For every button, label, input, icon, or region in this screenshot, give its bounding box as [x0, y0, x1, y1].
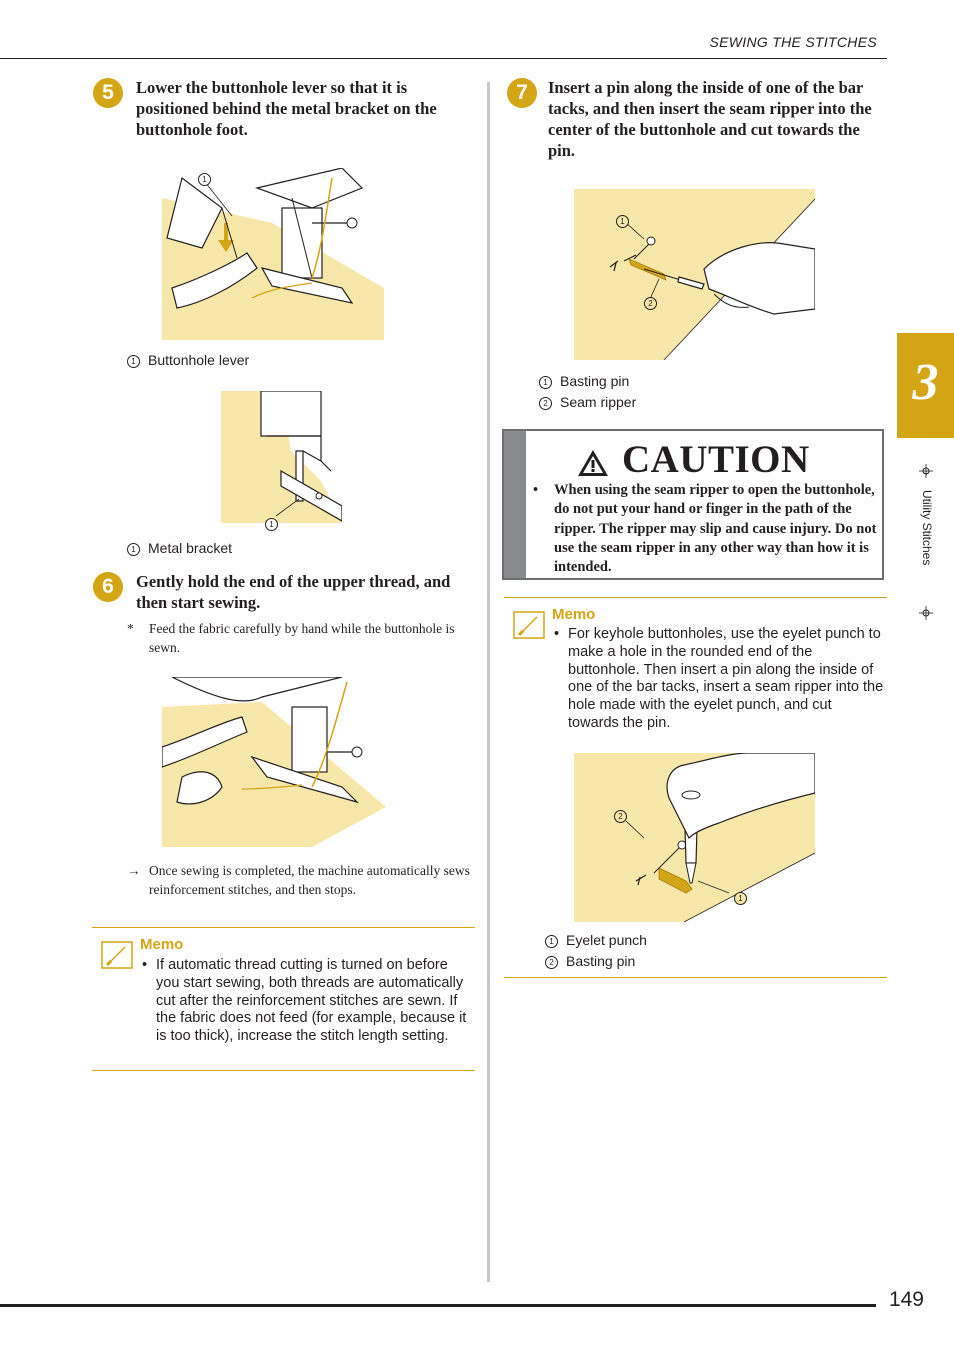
step-7-badge: 7 [507, 78, 537, 108]
memo-right-title: Memo [552, 606, 596, 623]
fig5-callout-2: 2 [614, 807, 635, 823]
figure-eyelet-punch [574, 753, 815, 922]
memo-left-top-rule [92, 927, 475, 928]
step-6-result: → Once sewing is completed, the machine automatically sews reinforcement stitches, and then stops. [127, 863, 470, 897]
figure-seam-ripper [574, 189, 815, 360]
chapter-label: Utility Stitches [920, 490, 934, 566]
footer-rule [0, 1304, 876, 1307]
figure-buttonhole-lever [162, 168, 384, 340]
figure-metal-bracket [221, 391, 342, 523]
fig4-callout-2: 2 [644, 294, 665, 310]
memo-left-bottom-rule [92, 1070, 475, 1071]
fig5-caption-2: 2 Basting pin [545, 953, 635, 969]
memo-icon [101, 941, 133, 969]
memo-right-top-rule [504, 597, 887, 598]
warning-icon [577, 449, 609, 477]
memo-icon [513, 611, 545, 639]
fig1-caption: 1 Buttonhole lever [127, 352, 249, 368]
fig1-callout: 1 [198, 170, 219, 186]
column-divider [487, 82, 490, 1282]
fig2-caption: 1 Metal bracket [127, 540, 232, 556]
section-title: SEWING THE STITCHES [709, 34, 877, 50]
fig4-callout-1: 1 [616, 212, 637, 228]
header-rule [0, 58, 887, 59]
step-7-text: Insert a pin along the inside of one of the bar tacks, and then insert the seam ripper into the center of the buttonhole and cut towards the pin. [548, 78, 872, 160]
fig2-callout: 1 [265, 515, 286, 531]
ornament-icon [919, 464, 933, 478]
figure-start-sewing [162, 677, 386, 847]
memo-left-title: Memo [140, 936, 184, 953]
step-6-badge: 6 [93, 572, 123, 602]
step-5-text: Lower the buttonhole lever so that it is positioned behind the metal bracket on the buttonhole foot. [136, 78, 437, 139]
memo-right-bottom-rule [504, 977, 887, 978]
ornament-icon [919, 606, 933, 620]
memo-right-body: • For keyhole buttonholes, use the eyelet punch to make a hole in the rounded end of the buttonhole. Then insert a pin along the inside of one of the bar tacks, insert a seam ripper into the hole made with the eyelet punch, and cut towards the pin. [554, 626, 884, 731]
chapter-tab: 3 [897, 333, 954, 438]
caution-box [502, 429, 884, 580]
fig5-caption-1: 1 Eyelet punch [545, 932, 647, 948]
caution-title: CAUTION [622, 438, 810, 481]
fig5-callout-1: 1 [734, 889, 755, 905]
caution-side-bar [504, 431, 526, 578]
fig4-caption-2: 2 Seam ripper [539, 394, 636, 410]
caution-text: • When using the seam ripper to open the buttonhole, do not put your hand or finger in the path of the ripper. The ripper may slip and cause injury. Do not use the seam ripper in any other way than how it is intended. [533, 482, 877, 576]
page-number: 149 [888, 1288, 924, 1311]
step-5-badge: 5 [93, 78, 123, 108]
step-6-note: * Feed the fabric carefully by hand while the buttonhole is sewn. [127, 621, 455, 655]
step-6-text: Gently hold the end of the upper thread, and then start sewing. [136, 572, 451, 612]
memo-left-body: • If automatic thread cutting is turned on before you start sewing, both threads are automatically cut after the reinforcement stitches are sewn. If the fabric does not feed (for example, because it is too thick), increase the stitch length setting. [142, 957, 467, 1045]
fig4-caption-1: 1 Basting pin [539, 373, 629, 389]
